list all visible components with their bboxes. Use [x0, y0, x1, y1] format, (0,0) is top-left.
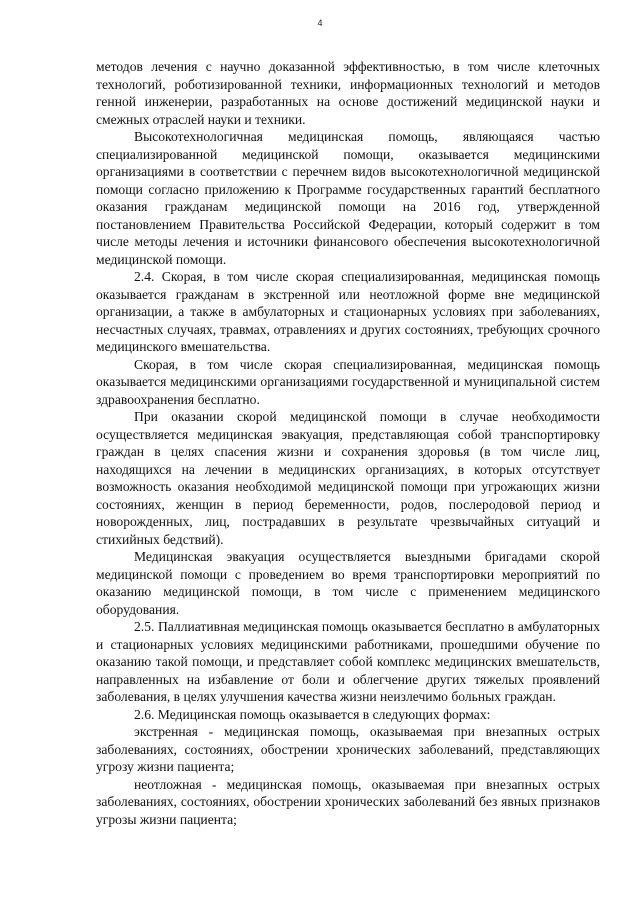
- paragraph-4: Скорая, в том числе скорая специализированная, медицинская помощь оказывается медицинскими организациями государственной и муниципальной систем здравоохранения бесплатно.: [96, 356, 600, 407]
- paragraph-1: методов лечения с научно доказанной эффективностью, в том числе клеточных технологий, роботизированной техники, информационных технологий и методов генной инженерии, разработанных на основе достижений медицинской науки и смежных отраслей науки и техники.: [96, 59, 600, 127]
- paragraph-7: 2.5. Паллиативная медицинская помощь оказывается бесплатно в амбулаторных и стационарных условиях медицинскими работниками, прошедшими обучение по оказанию такой помощи, и представляет собой комплекс медицинских вмешательств, направленных на избавление от боли и облегчение других тяжелых проявлений заболевания, в целях улучшения качества жизни неизлечимо больных граждан.: [96, 619, 600, 704]
- paragraph-2: Высокотехнологичная медицинская помощь, являющаяся частью специализированной медицинской помощи, оказывается медицинскими организациями в соответствии с перечнем видов высокотехнологичной медицинской помощи согласно приложению к Программе государственных гарантий бесплатного оказания гражданам медицинской помощи на 2016 год, утвержденной постановлением Правительства Российской Федерации, который содержит в том числе методы лечения и источники финансового обеспечения высокотехнологичной медицинской помощи.: [96, 129, 600, 267]
- paragraph-10: неотложная - медицинская помощь, оказываемая при внезапных острых заболеваниях, состояниях, обострении хронических заболеваний без явных признаков угрозы жизни пациента;: [96, 776, 600, 827]
- document-body: [96, 58, 600, 828]
- paragraph-8: 2.6. Медицинская помощь оказывается в следующих формах:: [134, 706, 491, 722]
- page-number: 4: [317, 18, 323, 28]
- paragraph-9: экстренная - медицинская помощь, оказываемая при внезапных острых заболеваниях, состояниях, обострении хронических заболеваний, представляющих угрозу жизни пациента;: [96, 724, 600, 774]
- paragraph-5: При оказании скорой медицинской помощи в случае необходимости осуществляется медицинская эвакуация, представляющая собой транспортировку граждан в целях спасения жизни и сохранения здоровья (в том числе лиц, находящихся на лечении в медицинских организациях, в которых отсутствует возможность оказания необходимой медицинской помощи при угрожающих жизни состояниях, женщин в период беременности, родов, послеродовой период и новорожденных, лиц, пострадавших в результате чрезвычайных ситуаций и стихийных бедствий).: [96, 409, 600, 547]
- paragraph-6: Медицинская эвакуация осуществляется выездными бригадами скорой медицинской помощи с проведением во время транспортировки мероприятий по оказанию медицинской помощи, в том числе с применением медицинского оборудования.: [96, 549, 600, 617]
- paragraph-3: 2.4. Скорая, в том числе скорая специализированная, медицинская помощь оказывается гражданам в экстренной или неотложной форме вне медицинской организации, а также в амбулаторных и стационарных условиях при заболеваниях, несчастных случаях, травмах, отравлениях и других состояниях, требующих срочного медицинского вмешательства.: [96, 269, 600, 354]
